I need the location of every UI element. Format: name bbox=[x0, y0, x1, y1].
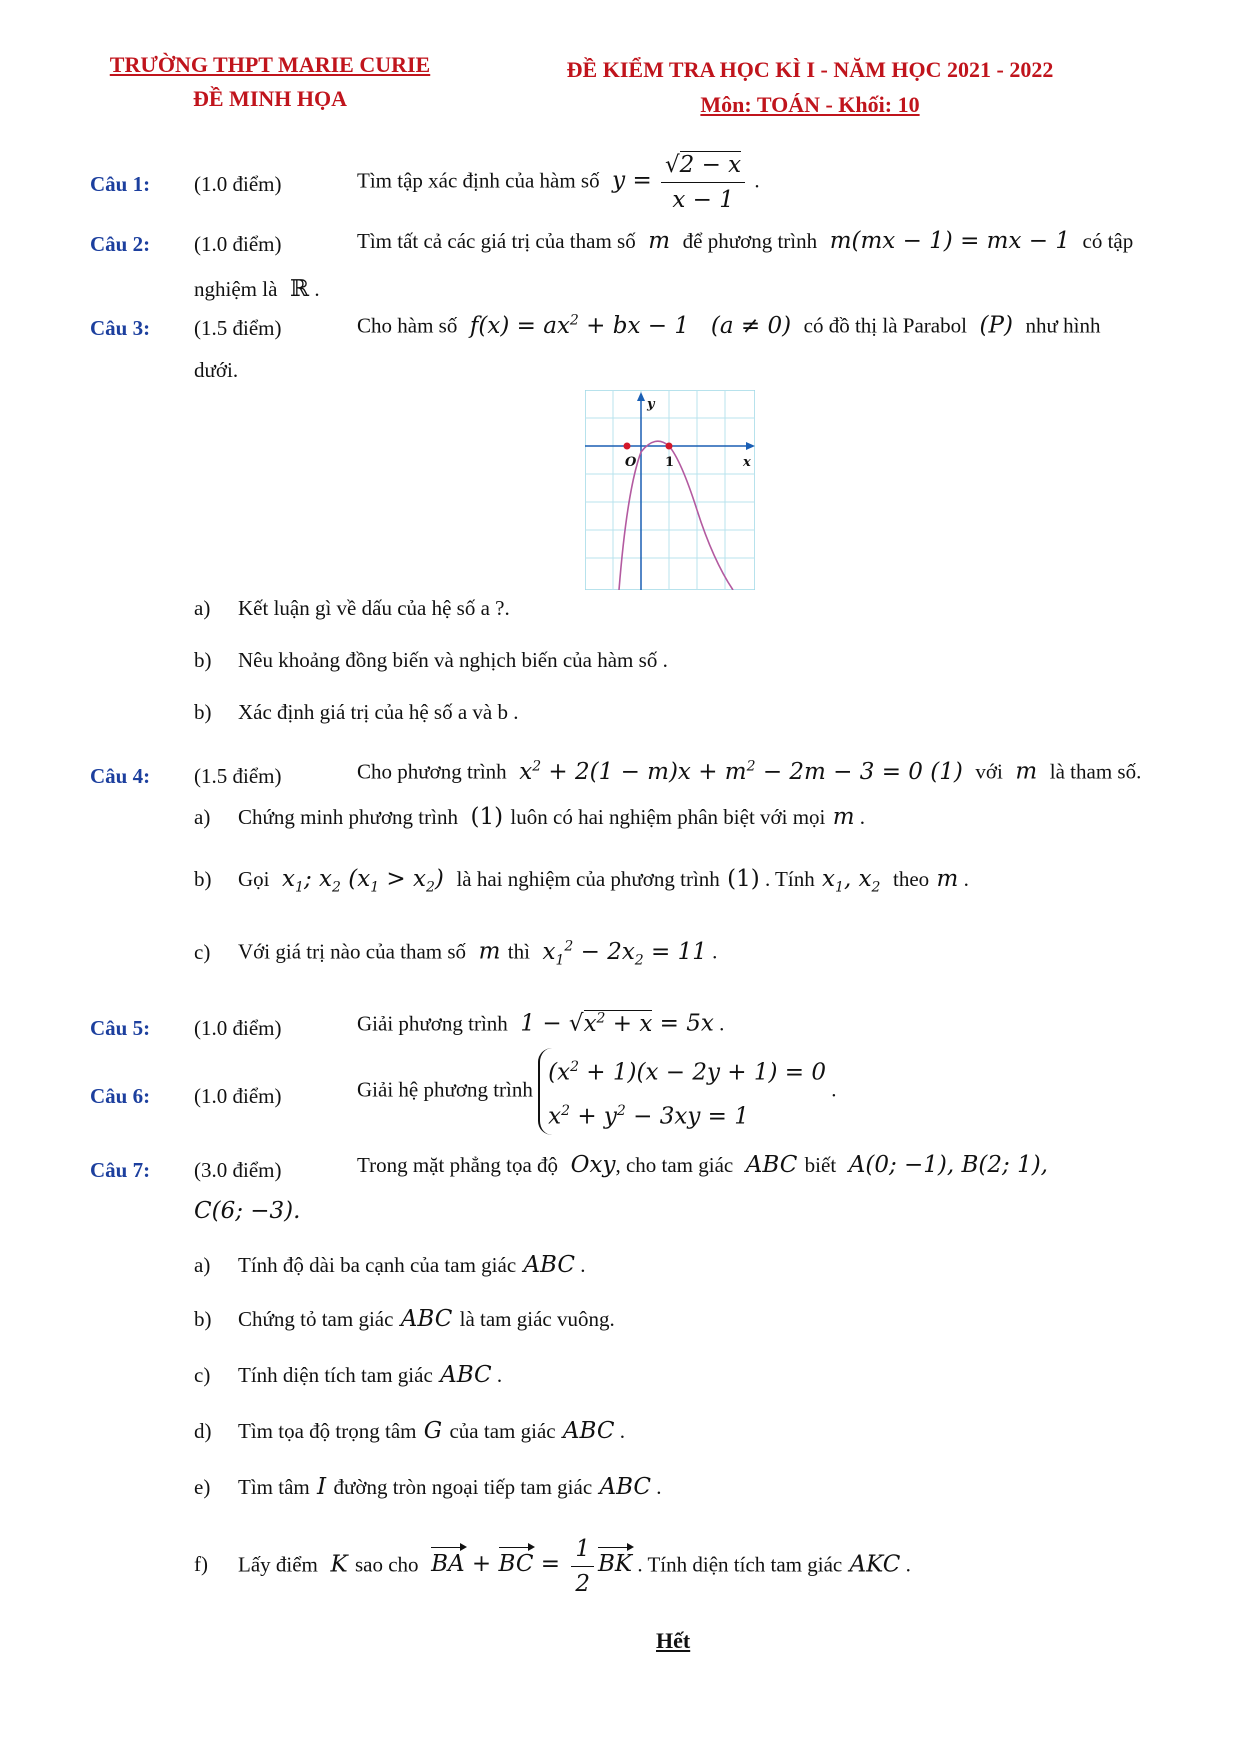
question-7-part-e: e) Tìm tâm I đường tròn ngoại tiếp tam giác ABC . bbox=[194, 1474, 662, 1500]
question-3-label: Câu 3: bbox=[90, 316, 151, 340]
question-4-part-c: c) Với giá trị nào của tham số m thì $x_1^2 - 2x_2 = 11$ . bbox=[194, 938, 718, 969]
question-7-part-c: c) Tính diện tích tam giác ABC . bbox=[194, 1362, 503, 1388]
question-4-part-b: b) Gọi $x_1$; $x_2$ $(x_1 > x_2)$ là hai nghiệm của phương trình (1) . Tính $x_1$, $x_2$ theo m . bbox=[194, 866, 969, 896]
parabola-graph bbox=[585, 390, 755, 590]
question-2-text: Tìm tất cả các giá trị của tham số m để phương trình m(mx − 1) = mx − 1 có tập bbox=[357, 228, 1134, 254]
exam-subject: Môn: TOÁN - Khối: 10 bbox=[700, 92, 920, 117]
root-point-one bbox=[666, 443, 673, 450]
question-3-part-c: b) Xác định giá trị của hệ số a và b . bbox=[194, 700, 519, 724]
school-name: TRƯỜNG THPT MARIE CURIE bbox=[109, 52, 431, 77]
question-3-part-a: a) Kết luận gì về dấu của hệ số a ?. bbox=[194, 596, 510, 620]
question-1-label: Câu 1: bbox=[90, 172, 151, 196]
question-1-points: (1.0 điểm) bbox=[194, 172, 282, 196]
tick-label-one: 1 bbox=[665, 455, 675, 470]
question-3-points: (1.5 điểm) bbox=[194, 316, 282, 340]
question-5-points: (1.0 điểm) bbox=[194, 1016, 282, 1040]
origin-label: O bbox=[625, 455, 637, 470]
question-4-points: (1.5 điểm) bbox=[194, 764, 282, 788]
end-marker: Hết bbox=[656, 1628, 691, 1653]
question-7-part-f: f) Lấy điểm K sao cho BA + BC = $\frac{1}{2}$ BK . Tính diện tích tam giác AKC . bbox=[194, 1532, 911, 1601]
question-6-text: Giải hệ phương trình $(x^2 + 1)(x - 2y + 1) = 0$ $x^2 + y^2 - 3xy = 1$ . bbox=[357, 1048, 837, 1135]
question-7-part-d: d) Tìm tọa độ trọng tâm G của tam giác ABC . bbox=[194, 1418, 625, 1444]
question-7-part-b: b) Chứng tỏ tam giác ABC là tam giác vuông. bbox=[194, 1306, 615, 1332]
question-2-continuation: nghiệm là ℝ . bbox=[194, 276, 320, 302]
exam-subtitle: ĐỀ MINH HỌA bbox=[193, 86, 347, 111]
graph-frame bbox=[585, 390, 755, 590]
question-4-text: Cho phương trình $x^2 + 2(1 - m)x + m^2 - 2m - 3 = 0$ (1) với m là tham số. bbox=[357, 758, 1142, 785]
question-2-label: Câu 2: bbox=[90, 232, 151, 256]
question-7-continuation: C(6; −3). bbox=[194, 1198, 301, 1224]
exam-title: ĐỀ KIỂM TRA HỌC KÌ I - NĂM HỌC 2021 - 2022 bbox=[566, 57, 1054, 82]
y-axis-label: y bbox=[647, 397, 655, 412]
question-3-continuation: dưới. bbox=[194, 358, 239, 382]
question-5-text: Giải phương trình $1 - √x^2 + x = 5x$ . bbox=[357, 1010, 725, 1037]
question-4-label: Câu 4: bbox=[90, 764, 151, 788]
question-7-part-a: a) Tính độ dài ba cạnh của tam giác ABC . bbox=[194, 1252, 586, 1278]
question-7-text: Trong mặt phẳng tọa độ Oxy, cho tam giác ABC biết A(0; −1), B(2; 1), bbox=[357, 1152, 1048, 1178]
root-point-origin bbox=[624, 443, 631, 450]
question-3-text: Cho hàm số $f(x) = ax^2$ + bx − 1 (a ≠ 0) có đồ thị là Parabol (P) như hình bbox=[357, 312, 1101, 339]
question-2-points: (1.0 điểm) bbox=[194, 232, 282, 256]
question-3-part-b: b) Nêu khoảng đồng biến và nghịch biến của hàm số . bbox=[194, 648, 668, 672]
x-axis-label: x bbox=[743, 455, 751, 470]
question-6-label: Câu 6: bbox=[90, 1084, 151, 1108]
question-5-label: Câu 5: bbox=[90, 1016, 151, 1040]
question-6-points: (1.0 điểm) bbox=[194, 1084, 282, 1108]
question-1-text: Tìm tập xác định của hàm số y = $\frac{√2 - x}{x - 1}$ . bbox=[357, 148, 760, 217]
question-7-label: Câu 7: bbox=[90, 1158, 151, 1182]
question-4-part-a: a) Chứng minh phương trình (1) luôn có hai nghiệm phân biệt với mọi m . bbox=[194, 804, 866, 830]
question-7-points: (3.0 điểm) bbox=[194, 1158, 282, 1182]
